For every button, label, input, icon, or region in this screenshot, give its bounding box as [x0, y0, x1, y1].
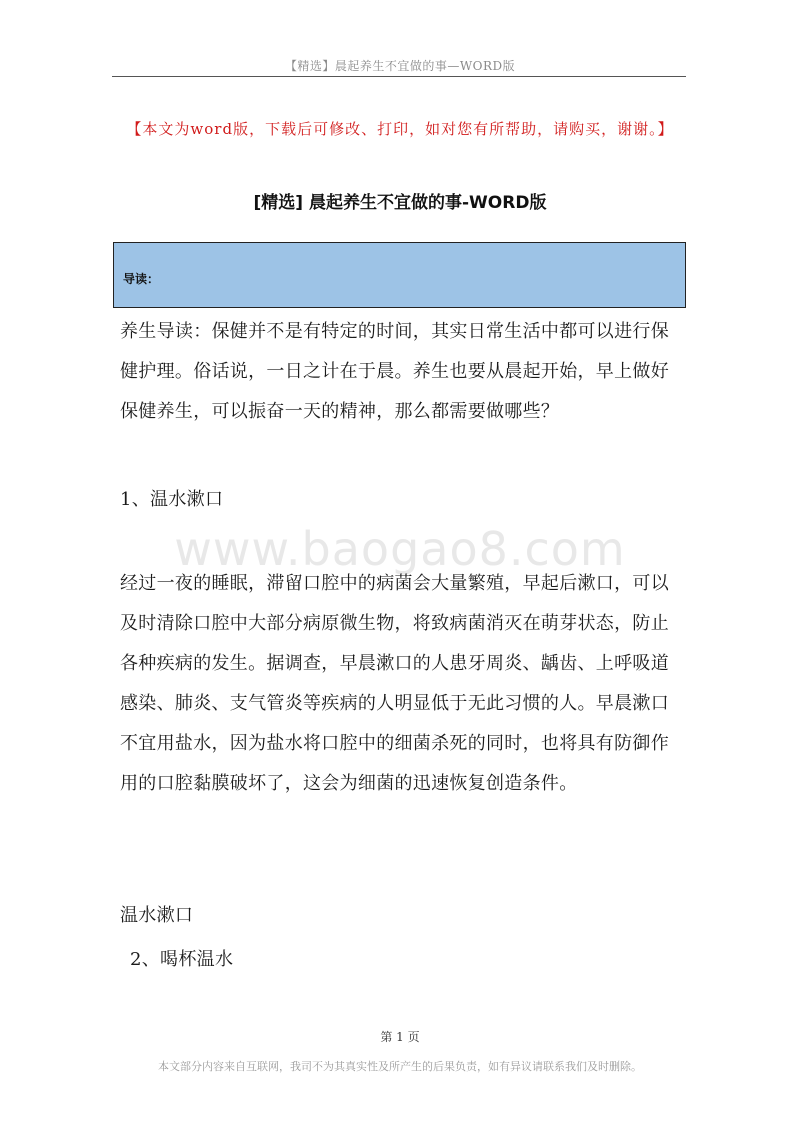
section-heading: 1、温水漱口: [120, 489, 224, 510]
section-paragraph: 经过一夜的睡眠，滞留口腔中的病菌会大量繁殖，早起后漱口，可以及时清除口腔中大部分病原微生物，将致病菌消灭在萌芽状态，防止各种疾病的发生。据调查，早晨漱口的人患牙周炎、龋齿、上呼吸道感染、肺炎、支气管炎等疾病的人明显低于无此习惯的人。早晨漱口不宜用盐水，因为盐水将口腔中的细菌杀死的同时，也将具有防御作用的口腔黏膜破坏了，这会为细菌的迅速恢复创造条件。: [120, 573, 669, 794]
subheading: 温水漱口: [120, 905, 194, 926]
watermark: www.baogao8.com: [174, 522, 626, 576]
guide-label: 导读：: [123, 272, 160, 286]
document-title: [精选] 晨起养生不宜做的事-WORD版: [253, 193, 547, 213]
running-header: 【精选】晨起养生不宜做的事—WORD版: [284, 59, 516, 73]
header-rule: [112, 76, 686, 77]
purchase-notice: 【本文为word版，下载后可修改、打印，如对您有所帮助，请购买，谢谢。】: [126, 120, 674, 138]
page-number: 第 1 页: [380, 1030, 420, 1044]
intro-paragraph: 养生导读：保健并不是有特定的时间，其实日常生活中都可以进行保健护理。俗话说，一日之计在于晨。养生也要从晨起开始，早上做好保健养生，可以振奋一天的精神，那么都需要做哪些？: [120, 321, 669, 422]
guide-box: [113, 242, 686, 308]
footer-disclaimer: 本文部分内容来自互联网，我司不为其真实性及所产生的后果负责，如有异议请联系我们及时删除。: [158, 1060, 642, 1073]
next-section-heading: 2、喝杯温水: [130, 949, 234, 970]
